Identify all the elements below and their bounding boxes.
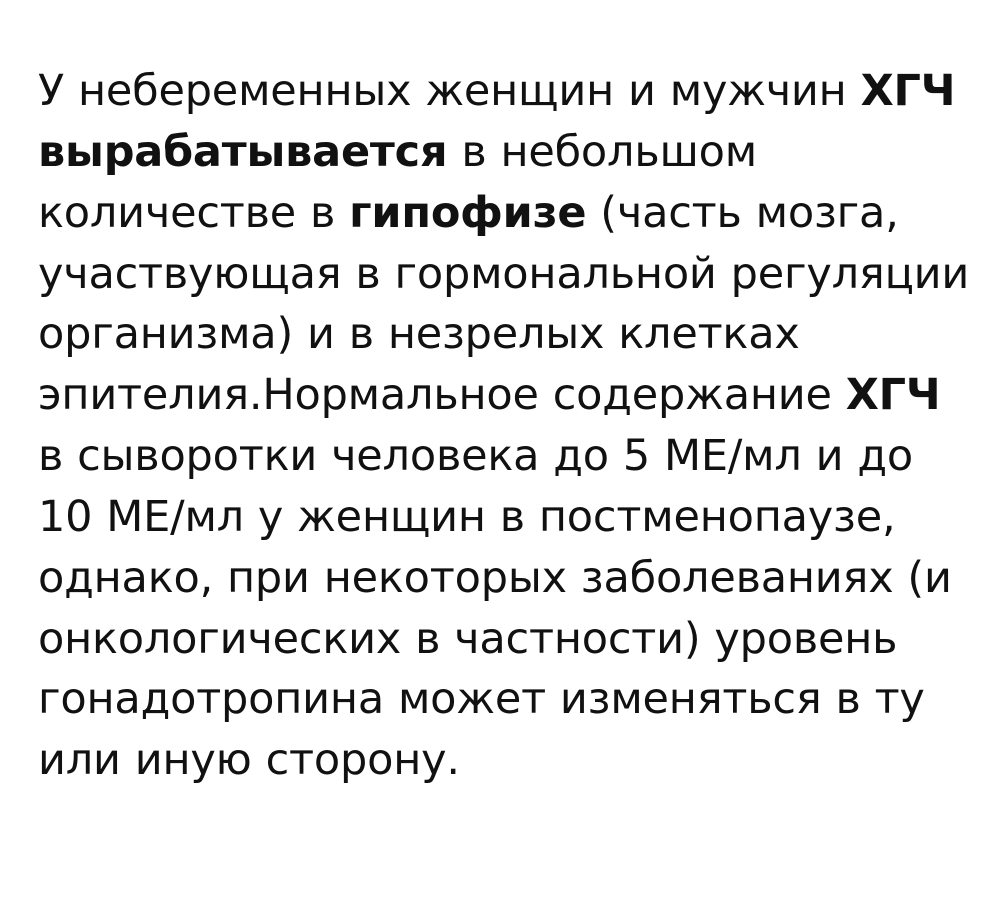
text-run: в сыворотки человека до 5 МЕ/мл и до 10 МЕ/мл у женщин в постменопаузе, однако, при некоторых заболеваниях (и онкологических в частности) уровень гонадотропина может изменяться в ту или иную сторону. xyxy=(38,431,952,786)
text-run: (часть мозга, участвующая в гормональной регуляции организма) и в незрелых клетках эпителия.Нормальное содержание xyxy=(38,187,970,421)
text-run: в небольшом количестве в xyxy=(38,126,757,238)
text-run: У небеременных женщин и мужчин xyxy=(38,66,861,116)
text-run-bold: ХГЧ xyxy=(845,370,941,421)
text-run-bold: гипофизе xyxy=(349,187,587,238)
article-paragraph xyxy=(38,61,970,791)
text-run-bold: ХГЧ вырабатывается xyxy=(38,66,956,177)
